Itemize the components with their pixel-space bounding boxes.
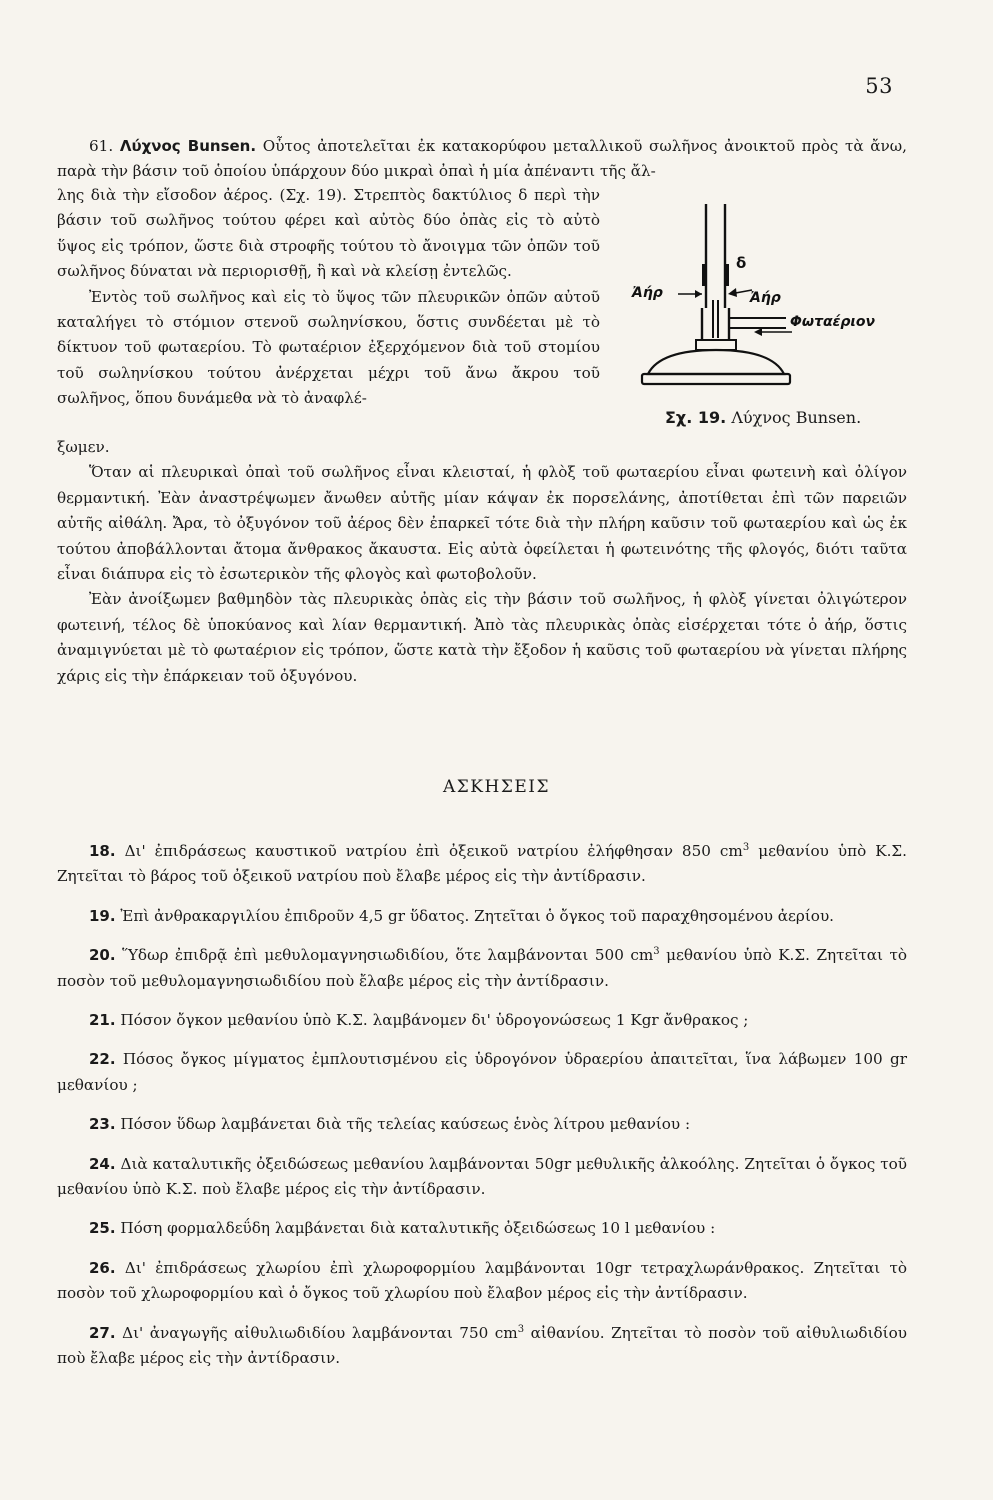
exercise-text: Πόσον ὄγκον μεθανίου ὑπὸ Κ.Σ. λαμβάνομεν δι' ὑδρογονώσεως 1 Kgr ἄνθρακος ; bbox=[115, 1011, 749, 1030]
gas-label: Φωταέριον bbox=[790, 314, 876, 330]
exercise-text: Δι' ἀναγωγῆς αἰθυλιωδιδίου λαμβάνονται 750 cm bbox=[115, 1323, 518, 1342]
exercise-number: 26. bbox=[89, 1258, 116, 1277]
section-title: Λύχνος Bunsen. bbox=[119, 137, 257, 155]
exercise-list bbox=[57, 839, 907, 1386]
superscript: 3 bbox=[653, 946, 660, 958]
air-label-right: Ἀήρ bbox=[750, 290, 781, 306]
exercise-text-cont: μεθανίου ὑπὸ Κ.Σ. Ζητεῖται τὸ βάρος τοῦ ὀξεικοῦ νατρίου ποὺ ἔλαβε μέρος εἰς τὴν ἀντίδρασιν. bbox=[57, 842, 907, 886]
exercise-text: Δι' ἐπιδράσεως καυστικοῦ νατρίου ἐπὶ ὀξεικοῦ νατρίου ἐλήφθησαν 850 cm bbox=[115, 842, 743, 860]
exercise-item bbox=[57, 943, 907, 994]
exercise-number: 27. bbox=[89, 1323, 116, 1342]
superscript: 3 bbox=[742, 841, 750, 853]
exercise-text: Πόσος ὄγκος μίγματος ἐμπλουτισμένου εἰς ὑδρογόνον ὑδραερίου ἀπαιτεῖται, ἵνα λάβωμεν 100 gr μεθανίου ; bbox=[57, 1050, 907, 1094]
exercise-number: 22. bbox=[89, 1050, 116, 1069]
exercise-number: 25. bbox=[89, 1219, 116, 1238]
exercise-text: Διὰ καταλυτικῆς ὀξειδώσεως μεθανίου λαμβάνονται 50gr μεθυλικῆς ἀλκοόλης. Ζητεῖται ὁ ὄγκος τοῦ μεθανίου ὑπὸ Κ.Σ. ποὺ ἔλαβε μέρος εἰς τὴν ἀντίδρασιν. bbox=[57, 1154, 907, 1199]
exercise-text: Ἐπὶ ἀνθρακαργιλίου ἐπιδροῦν 4,5 gr ὕδατος. Ζητεῖται ὁ ὄγκος τοῦ παραχθησομένου ἀερίου. bbox=[115, 906, 835, 925]
page-number: 53 bbox=[865, 74, 893, 98]
exercise-item bbox=[57, 1216, 907, 1241]
exercise-number: 20. bbox=[89, 946, 116, 965]
exercise-item bbox=[57, 1112, 907, 1137]
exercise-text-cont: μεθανίου ὑπὸ Κ.Σ. Ζητεῖται τὸ ποσὸν τοῦ μεθυλομαγνησιωδιδίου ποὺ ἔλαβε μέρος εἰς τὴν ἀντίδρασιν. bbox=[57, 946, 907, 990]
exercise-item bbox=[57, 1256, 907, 1307]
exercise-item bbox=[57, 1008, 907, 1033]
section-61-wrapped-text bbox=[57, 183, 600, 412]
exercise-item bbox=[57, 1047, 907, 1098]
figure-caption-number: Σχ. 19. bbox=[665, 408, 727, 427]
wrap-paragraph-1: λης διὰ τὴν εἴσοδον ἀέρος. (Σχ. 19). Στρεπτὸς δακτύλιος δ περὶ τὴν βάσιν τοῦ σωλῆνος τούτου φέρει καὶ αὐτὸς δύο ὀπὰς εἰς τὸ αὐτὸ ὕψος εἰς τρόπον, ὥστε διὰ στροφῆς τούτου τὸ ἄνοιγμα τῶν ὀπῶν τοῦ σωλῆνος δύναται νὰ περιορισθῇ, ἢ καὶ νὰ κλείσῃ ἐντελῶς. bbox=[57, 186, 600, 281]
exercise-number: 18. bbox=[89, 842, 116, 860]
exercise-text-cont: αἰθανίου. Ζητεῖται τὸ ποσὸν τοῦ αἰθυλιωδιδίου ποὺ ἔλαβε μέρος εἰς τὴν ἀντίδρασιν. bbox=[57, 1323, 907, 1368]
figure-caption bbox=[665, 408, 861, 427]
exercise-text: Πόση φορμαλδεΰδη λαμβάνεται διὰ καταλυτικῆς ὀξειδώσεως 10 l μεθανίου : bbox=[115, 1219, 716, 1238]
bunsen-burner-figure bbox=[620, 200, 910, 440]
intro-text: Οὗτος ἀποτελεῖται ἐκ κατακορύφου μεταλλικοῦ σωλῆνος ἀνοικτοῦ πρὸς τὰ ἄνω, παρὰ τὴν βάσιν τοῦ ὁποίου ὑπάρχουν δύο μικραὶ ὀπαὶ ἡ μία ἀπέναντι τῆς ἄλ- bbox=[57, 137, 907, 181]
bunsen-burner-diagram bbox=[620, 200, 910, 400]
wrap-paragraph-2: Ἐντὸς τοῦ σωλῆνος καὶ εἰς τὸ ὕψος τῶν πλευρικῶν ὀπῶν αὐτοῦ καταλήγει τὸ στόμιον στενοῦ σωληνίσκου, ὅστις συνδέεται μὲ τὸ δίκτυον τοῦ φωταερίου. Τὸ φωταέριον ἐξερχόμενον διὰ τοῦ στομίου τοῦ σωληνίσκου τούτου ἀνέρχεται μέχρι τοῦ ἄνω ἄκρου τοῦ σωλῆνος, ὅπου δυνάμεθα νὰ τὸ ἀναφλέ- bbox=[57, 287, 600, 408]
section-61-intro bbox=[57, 134, 907, 185]
exercise-item bbox=[57, 839, 907, 890]
section-61-continued bbox=[57, 438, 907, 689]
exercise-text: Πόσον ὕδωρ λαμβάνεται διὰ τῆς τελείας καύσεως ἑνὸς λίτρου μεθανίου : bbox=[115, 1115, 691, 1134]
superscript: 3 bbox=[517, 1323, 525, 1335]
exercise-number: 24. bbox=[89, 1154, 116, 1173]
exercise-text: Ὕδωρ ἐπιδρᾷ ἐπὶ μεθυλομαγνησιωδιδίου, ὅτε λαμβάνονται 500 cm bbox=[115, 946, 654, 965]
exercise-number: 23. bbox=[89, 1115, 116, 1134]
section-number: 61. bbox=[89, 137, 120, 155]
exercise-item bbox=[57, 904, 907, 929]
exercises-heading: ΑΣΚΗΣΕΙΣ bbox=[443, 777, 550, 797]
exercise-text: Δι' ἐπιδράσεως χλωρίου ἐπὶ χλωροφορμίου λαμβάνονται 10gr τετραχλωράνθρακος. Ζητεῖται τὸ ποσὸν τοῦ χλωροφορμίου καὶ ὁ ὄγκος τοῦ χλωρίου ποὺ ἔλαβον μέρος εἰς τὴν ἀντίδρασιν. bbox=[57, 1258, 907, 1303]
delta-label: δ bbox=[736, 254, 747, 272]
paragraph-flame-luminous: Ὅταν αἱ πλευρικαὶ ὀπαὶ τοῦ σωλῆνος εἶναι κλεισταί, ἡ φλὸξ τοῦ φωταερίου εἶναι φωτεινὴ καὶ ὀλίγον θερμαντική. Ἐὰν ἀναστρέψωμεν ἄνωθεν αὐτῆς μίαν κάψαν ἐκ πορσελάνης, ἀποτίθεται ἐπὶ τῶν παρειῶν αὐτῆς αἰθάλη. Ἄρα, τὸ ὀξυγόνον τοῦ ἀέρος δὲν ἐπαρκεῖ τότε διὰ τὴν πλήρη καῦσιν τοῦ φωταερίου καὶ ὡς ἐκ τούτου ἀποβάλλονται ἄτομα ἄνθρακος ἄκαυστα. Εἰς αὐτὰ ὀφείλεται ἡ φωτεινότης τῆς φλογός, διότι ταῦτα εἶναι διάπυρα εἰς τὸ ἐσωτερικὸν τῆς φλογὸς καὶ φωτοβολοῦν. bbox=[57, 463, 907, 584]
exercise-number: 19. bbox=[89, 906, 116, 925]
exercise-number: 21. bbox=[89, 1011, 116, 1030]
exercise-item bbox=[57, 1152, 907, 1203]
figure-caption-text: Λύχνος Bunsen. bbox=[726, 408, 862, 427]
exercise-item bbox=[57, 1321, 907, 1372]
paragraph-flame-hot: Ἐὰν ἀνοίξωμεν βαθμηδὸν τὰς πλευρικὰς ὀπὰς εἰς τὴν βάσιν τοῦ σωλῆνος, ἡ φλὸξ γίνεται ὀλιγώτερον φωτεινή, τέλος δὲ ὑποκύανος καὶ λίαν θερμαντική. Ἀπὸ τὰς πλευρικὰς ὀπὰς εἰσέρχεται τότε ὁ ἀήρ, ὅστις ἀναμιγνύεται μὲ τὸ φωταέριον εἰς τρόπον, ὥστε κατὰ τὴν ἔξοδον ἡ καῦσις τοῦ φωταερίου νὰ γίνεται πλήρης χάρις εἰς τὴν ἐπάρκειαν τοῦ ὀξυγόνου. bbox=[57, 590, 907, 685]
air-label-left: Ἀήρ bbox=[632, 285, 663, 301]
continuation-line: ξωμεν. bbox=[57, 438, 110, 456]
